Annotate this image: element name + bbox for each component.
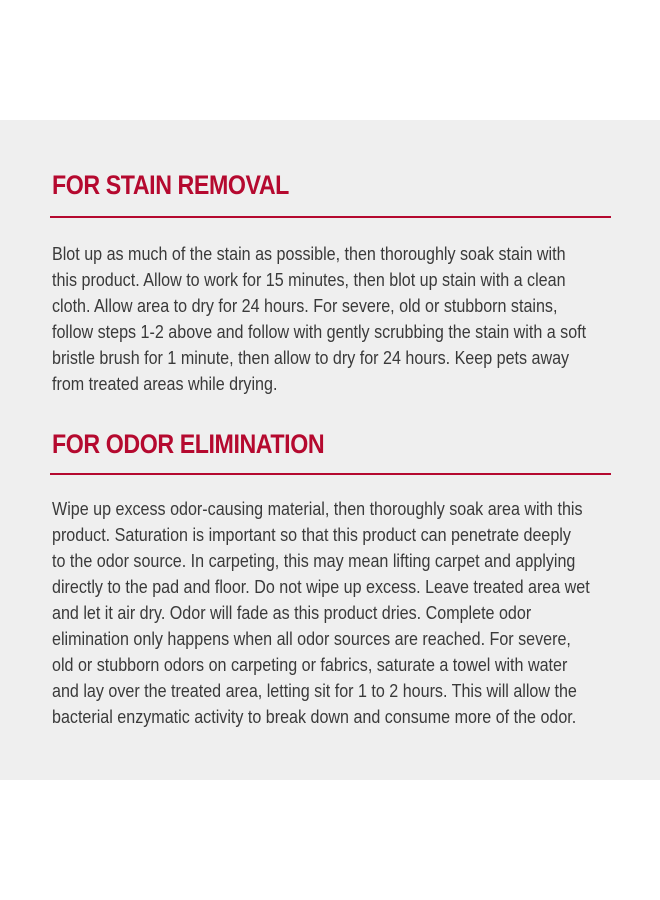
stain-removal-instructions <box>52 241 609 397</box>
text-line: and lay over the treated area, letting sit for 1 to 2 hours. This will allow the <box>52 680 577 701</box>
text-line: product. Saturation is important so that this product can penetrate deeply <box>52 524 571 545</box>
stain-removal-heading: FOR STAIN REMOVAL <box>52 170 289 200</box>
text-line: follow steps 1-2 above and follow with gently scrubbing the stain with a soft <box>52 321 587 342</box>
text-line: cloth. Allow area to dry for 24 hours. For severe, old or stubborn stains, <box>52 295 558 316</box>
odor-elimination-instructions <box>52 496 609 730</box>
stain-removal-divider <box>50 216 611 218</box>
text-line: from treated areas while drying. <box>52 373 278 394</box>
text-line: old or stubborn odors on carpeting or fabrics, saturate a towel with water <box>52 654 568 675</box>
text-line: Wipe up excess odor-causing material, then thoroughly soak area with this <box>52 498 583 519</box>
text-line: directly to the pad and floor. Do not wipe up excess. Leave treated area wet <box>52 576 590 597</box>
text-line: bacterial enzymatic activity to break down and consume more of the odor. <box>52 706 577 727</box>
text-line: and let it air dry. Odor will fade as this product dries. Complete odor <box>52 602 532 623</box>
text-line: this product. Allow to work for 15 minutes, then blot up stain with a clean <box>52 269 566 290</box>
odor-elimination-divider <box>50 473 611 475</box>
text-line: to the odor source. In carpeting, this may mean lifting carpet and applying <box>52 550 576 571</box>
text-line: elimination only happens when all odor sources are reached. For severe, <box>52 628 571 649</box>
text-line: bristle brush for 1 minute, then allow to dry for 24 hours. Keep pets away <box>52 347 570 368</box>
odor-elimination-heading: FOR ODOR ELIMINATION <box>52 429 325 459</box>
text-line: Blot up as much of the stain as possible, then thoroughly soak stain with <box>52 243 566 264</box>
